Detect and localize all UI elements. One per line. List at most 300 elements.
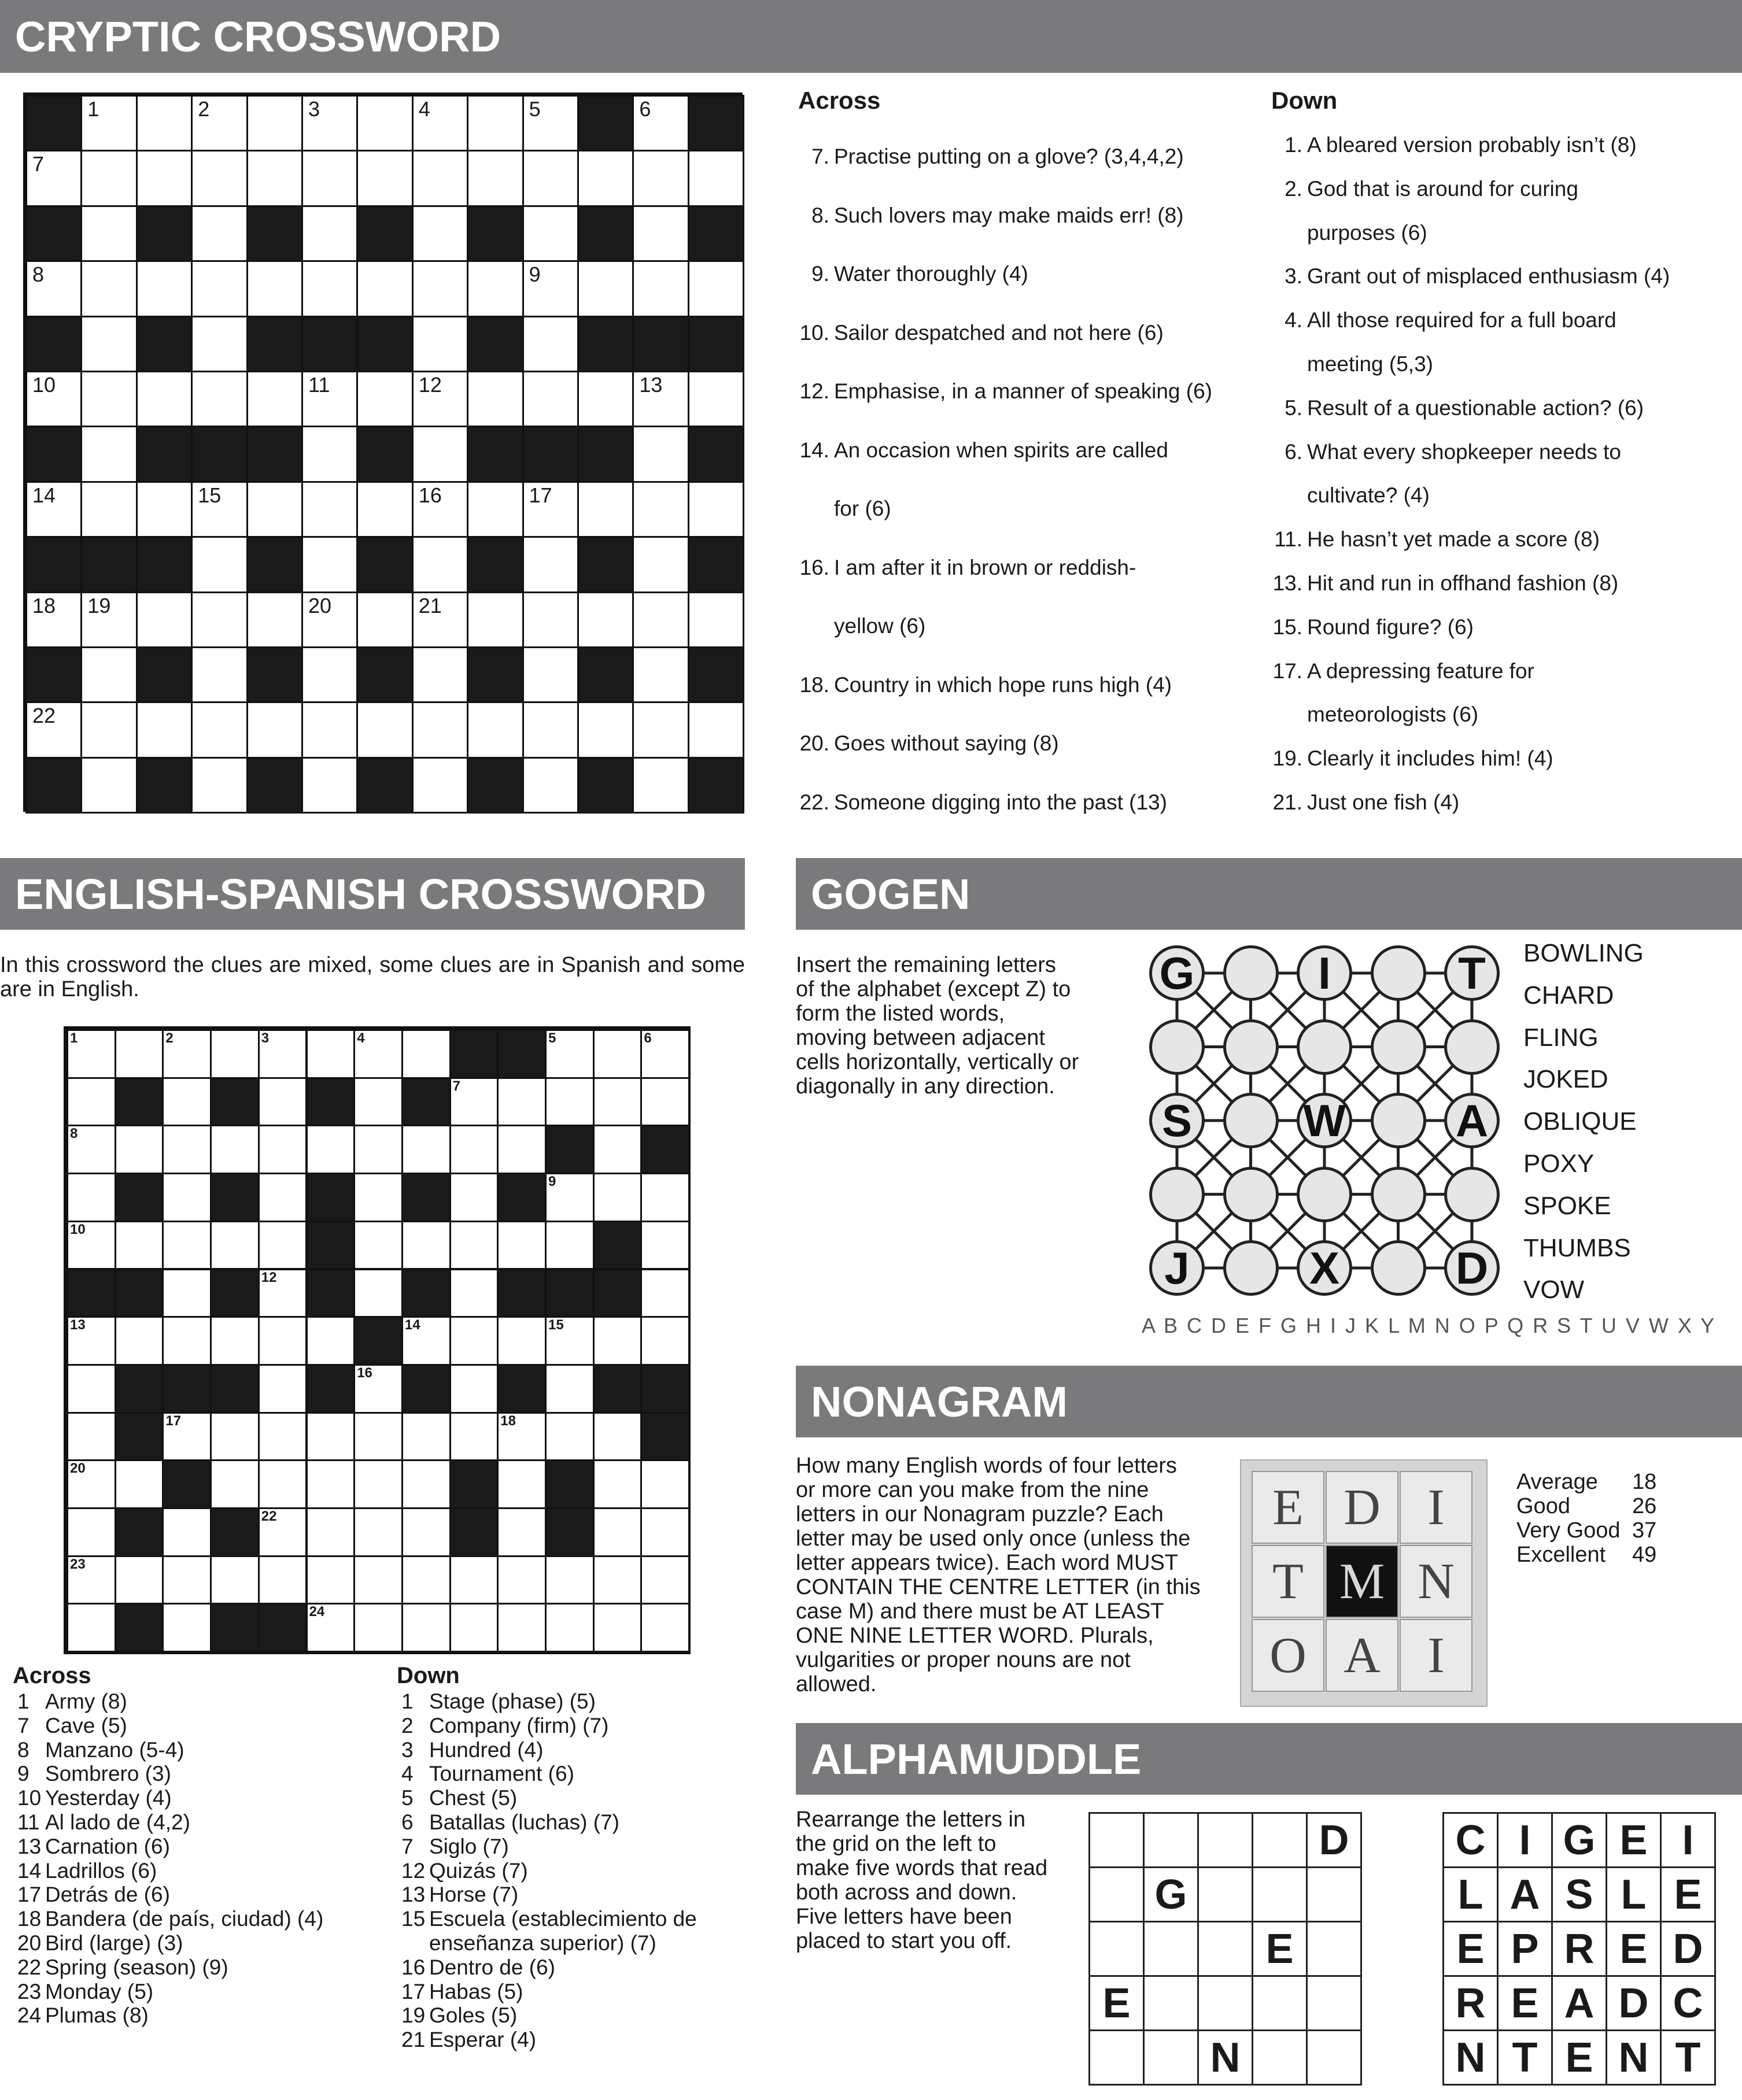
crossword-cell[interactable] (301, 150, 358, 206)
crossword-cell[interactable] (401, 1459, 451, 1509)
black-square (356, 426, 413, 482)
crossword-cell[interactable] (688, 701, 744, 758)
crossword-cell[interactable] (80, 701, 137, 758)
crossword-cell[interactable] (640, 1269, 690, 1318)
crossword-cell[interactable] (467, 371, 523, 427)
crossword-cell[interactable] (449, 1173, 499, 1222)
black-square (593, 1364, 643, 1414)
alphamuddle-entry-cell[interactable] (1143, 1975, 1199, 2031)
crossword-cell[interactable] (80, 757, 137, 814)
crossword-cell[interactable] (191, 150, 248, 206)
crossword-cell[interactable] (301, 481, 358, 538)
crossword-cell[interactable] (191, 260, 248, 317)
alphamuddle-entry-cell[interactable]: G (1143, 1866, 1199, 1922)
crossword-cell[interactable] (136, 371, 193, 427)
alphamuddle-entry-cell[interactable] (1088, 1921, 1145, 1977)
crossword-cell[interactable] (162, 1077, 212, 1127)
crossword-cell[interactable] (632, 757, 689, 814)
crossword-cell[interactable] (401, 1125, 451, 1174)
crossword-cell[interactable] (136, 701, 193, 758)
alphamuddle-entry-cell[interactable] (1252, 1866, 1308, 1922)
crossword-cell[interactable] (497, 1507, 547, 1557)
alphamuddle-entry-cell[interactable]: E (1252, 1921, 1308, 1977)
crossword-cell[interactable] (356, 260, 413, 317)
crossword-cell[interactable] (80, 371, 137, 427)
black-square (162, 1364, 212, 1414)
crossword-cell[interactable] (593, 1555, 643, 1605)
crossword-cell[interactable] (412, 205, 468, 262)
gogen-cell[interactable] (1223, 945, 1279, 1001)
crossword-cell[interactable] (306, 1555, 356, 1605)
gogen-cell[interactable]: G (1149, 945, 1205, 1001)
alphamuddle-entry-cell[interactable] (1143, 2029, 1199, 2086)
gogen-cell[interactable]: A (1444, 1093, 1500, 1148)
clue-number: 6. (1285, 439, 1302, 464)
crossword-cell[interactable] (301, 757, 358, 814)
crossword-cell[interactable] (67, 1412, 116, 1462)
alphamuddle-entry-cell[interactable] (1306, 2029, 1362, 2086)
cryptic-down-list (1271, 133, 1670, 834)
alphamuddle-entry-cell[interactable]: N (1197, 2029, 1253, 2086)
gogen-cell[interactable] (1149, 1019, 1205, 1075)
crossword-cell[interactable] (412, 260, 468, 317)
crossword-cell[interactable] (67, 1077, 116, 1127)
black-square (449, 1029, 499, 1079)
crossword-cell[interactable] (80, 205, 137, 262)
clue-number: 15 (548, 1317, 564, 1333)
crossword-cell[interactable] (210, 1221, 260, 1270)
crossword-cell[interactable] (191, 205, 248, 262)
crossword-cell[interactable] (632, 701, 689, 758)
black-square (467, 757, 523, 814)
crossword-cell[interactable] (497, 1316, 547, 1366)
crossword-cell[interactable] (449, 1316, 499, 1366)
crossword-cell[interactable] (632, 260, 689, 317)
clue-text: Sombrero (3) (45, 1762, 171, 1786)
crossword-cell[interactable] (246, 371, 303, 427)
crossword-cell[interactable] (191, 371, 248, 427)
gogen-cell[interactable] (1223, 1240, 1279, 1296)
crossword-cell[interactable] (258, 1316, 308, 1366)
crossword-cell[interactable] (301, 260, 358, 317)
crossword-cell[interactable] (301, 536, 358, 593)
crossword-cell[interactable] (191, 536, 248, 593)
crossword-cell[interactable] (577, 481, 634, 538)
clue-text: God that is around for curing (1307, 176, 1578, 201)
alphamuddle-letter-cell: P (1497, 1921, 1553, 1977)
alphamuddle-entry-cell[interactable] (1306, 1866, 1362, 1922)
crossword-cell[interactable] (210, 1459, 260, 1509)
crossword-cell[interactable] (162, 1316, 212, 1366)
crossword-cell[interactable] (449, 1555, 499, 1605)
crossword-cell[interactable] (522, 205, 579, 262)
crossword-cell[interactable] (640, 1507, 690, 1557)
crossword-cell[interactable] (401, 1603, 451, 1652)
crossword-cell[interactable] (356, 371, 413, 427)
crossword-cell[interactable] (640, 1459, 690, 1509)
crossword-cell[interactable] (522, 150, 579, 206)
black-square (115, 1412, 164, 1462)
crossword-cell[interactable] (497, 1555, 547, 1605)
crossword-cell[interactable] (306, 1507, 356, 1557)
crossword-cell[interactable] (115, 1459, 164, 1509)
crossword-cell[interactable] (449, 1221, 499, 1270)
clue-number: 5 (548, 1030, 556, 1046)
crossword-cell[interactable] (577, 260, 634, 317)
crossword-cell[interactable] (80, 426, 137, 482)
crossword-cell[interactable] (593, 1029, 643, 1079)
crossword-cell[interactable] (593, 1459, 643, 1509)
crossword-cell[interactable] (353, 1603, 403, 1652)
crossword-cell[interactable] (191, 591, 248, 648)
crossword-cell[interactable] (353, 1555, 403, 1605)
alphamuddle-entry-cell[interactable] (1088, 1812, 1145, 1868)
alphamuddle-entry-cell[interactable] (1252, 1975, 1308, 2031)
crossword-cell[interactable] (258, 1555, 308, 1605)
black-square (577, 426, 634, 482)
clue (1271, 308, 1670, 352)
crossword-cell[interactable] (632, 205, 689, 262)
crossword-cell[interactable] (467, 591, 523, 648)
crossword-cell[interactable] (449, 1269, 499, 1318)
crossword-cell[interactable] (640, 1603, 690, 1652)
crossword-cell[interactable] (67, 1603, 116, 1652)
crossword-cell[interactable] (115, 1555, 164, 1605)
crossword-cell[interactable] (258, 1221, 308, 1270)
crossword-cell[interactable] (522, 371, 579, 427)
crossword-cell[interactable] (353, 1125, 403, 1174)
gogen-cell[interactable] (1371, 1240, 1426, 1296)
crossword-cell[interactable] (258, 1173, 308, 1222)
crossword-cell[interactable] (191, 316, 248, 372)
crossword-cell[interactable] (593, 1125, 643, 1174)
clue-number: 21 (418, 593, 442, 618)
crossword-cell[interactable] (688, 150, 744, 206)
crossword-cell[interactable] (497, 1221, 547, 1270)
crossword-cell[interactable] (412, 757, 468, 814)
crossword-cell[interactable] (593, 1603, 643, 1652)
gogen-cell[interactable] (1371, 1167, 1426, 1222)
crossword-cell[interactable] (353, 1269, 403, 1318)
crossword-cell[interactable] (258, 1364, 308, 1414)
crossword-cell[interactable] (80, 481, 137, 538)
crossword-cell[interactable] (80, 646, 137, 703)
crossword-cell[interactable] (497, 1603, 547, 1652)
crossword-cell[interactable] (115, 1125, 164, 1174)
crossword-cell[interactable] (545, 1555, 595, 1605)
black-square (545, 1269, 595, 1318)
crossword-cell[interactable] (401, 1221, 451, 1270)
crossword-cell[interactable] (467, 95, 523, 151)
gogen-instructions: Insert the remaining letters of the alphabet (except Z) to form the listed words, moving between adjacent cells horizontally, vertically or diagonally in any direction. (796, 953, 1079, 1099)
crossword-cell[interactable] (353, 1077, 403, 1127)
crossword-cell[interactable] (356, 150, 413, 206)
clue-continuation (1271, 221, 1670, 265)
crossword-cell[interactable] (577, 371, 634, 427)
crossword-cell[interactable] (136, 95, 193, 151)
alphamuddle-entry-cell[interactable] (1197, 1866, 1253, 1922)
crossword-cell[interactable] (467, 481, 523, 538)
clue-number: 16 (401, 1955, 426, 1979)
crossword-cell[interactable] (353, 1459, 403, 1509)
gogen-cell[interactable] (1297, 1167, 1352, 1222)
crossword-cell[interactable] (353, 1173, 403, 1222)
crossword-cell[interactable] (356, 95, 413, 151)
crossword-cell[interactable] (412, 536, 468, 593)
black-square (467, 536, 523, 593)
crossword-cell[interactable] (412, 316, 468, 372)
crossword-cell[interactable] (67, 1507, 116, 1557)
crossword-cell[interactable] (401, 1029, 451, 1079)
crossword-cell[interactable] (258, 1459, 308, 1509)
crossword-cell[interactable] (301, 646, 358, 703)
crossword-cell[interactable] (115, 1221, 164, 1270)
crossword-cell[interactable] (401, 1507, 451, 1557)
alphamuddle-entry-cell[interactable] (1088, 2029, 1145, 2086)
black-square (545, 1507, 595, 1557)
crossword-cell[interactable] (593, 1173, 643, 1222)
crossword-cell[interactable] (497, 1459, 547, 1509)
crossword-cell[interactable] (115, 1316, 164, 1366)
clue-number: 11 (309, 1221, 324, 1237)
crossword-cell[interactable] (412, 150, 468, 206)
crossword-cell[interactable] (577, 150, 634, 206)
crossword-cell[interactable] (632, 150, 689, 206)
crossword-cell[interactable] (688, 371, 744, 427)
crossword-cell[interactable] (545, 1412, 595, 1462)
crossword-cell[interactable] (162, 1555, 212, 1605)
clue-number: 13 (401, 1883, 426, 1907)
crossword-cell[interactable] (162, 1269, 212, 1318)
clue-number: 2 (165, 1030, 174, 1046)
crossword-cell[interactable] (412, 426, 468, 482)
alphamuddle-entry-cell[interactable]: D (1306, 1812, 1362, 1868)
gogen-cell[interactable] (1223, 1019, 1279, 1075)
crossword-cell[interactable] (467, 150, 523, 206)
alphamuddle-letter-cell: C (1442, 1812, 1499, 1868)
gogen-cell[interactable]: X (1297, 1240, 1352, 1296)
gogen-cell[interactable] (1444, 1167, 1500, 1222)
crossword-cell[interactable] (545, 1077, 595, 1127)
crossword-cell[interactable] (246, 591, 303, 648)
alphamuddle-entry-cell[interactable] (1306, 1975, 1362, 2031)
crossword-cell[interactable] (640, 1221, 690, 1270)
crossword-cell[interactable] (162, 1173, 212, 1222)
black-square (356, 205, 413, 262)
crossword-cell[interactable] (191, 701, 248, 758)
crossword-cell[interactable] (467, 260, 523, 317)
crossword-cell[interactable] (593, 1507, 643, 1557)
black-square (688, 536, 744, 593)
crossword-cell[interactable] (80, 150, 137, 206)
crossword-cell[interactable] (356, 591, 413, 648)
crossword-cell[interactable] (353, 1221, 403, 1270)
gogen-cell[interactable] (1149, 1167, 1205, 1222)
gogen-cell[interactable] (1371, 1019, 1426, 1075)
black-square (115, 1269, 164, 1318)
crossword-cell[interactable] (353, 1507, 403, 1557)
crossword-cell[interactable] (522, 701, 579, 758)
crossword-cell[interactable] (449, 1125, 499, 1174)
alphamuddle-entry-cell[interactable] (1143, 1812, 1199, 1868)
crossword-cell[interactable] (191, 646, 248, 703)
crossword-cell[interactable] (301, 205, 358, 262)
crossword-cell[interactable] (306, 1316, 356, 1366)
crossword-cell[interactable] (449, 1603, 499, 1652)
crossword-cell[interactable] (640, 1555, 690, 1605)
clue-number: 13 (17, 1834, 42, 1858)
crossword-cell[interactable] (688, 481, 744, 538)
crossword-cell[interactable] (353, 1412, 403, 1462)
crossword-cell[interactable] (632, 536, 689, 593)
gogen-cell[interactable]: S (1149, 1093, 1205, 1148)
black-square (401, 1269, 451, 1318)
crossword-cell[interactable] (191, 757, 248, 814)
alphamuddle-entry-cell[interactable] (1088, 1866, 1145, 1922)
crossword-cell[interactable] (449, 1364, 499, 1414)
clue-number: 16 (357, 1365, 372, 1381)
gogen-cell[interactable] (1371, 1093, 1426, 1148)
crossword-cell[interactable] (80, 260, 137, 317)
black-square (577, 316, 634, 372)
crossword-cell[interactable] (593, 1316, 643, 1366)
crossword-cell[interactable] (162, 1125, 212, 1174)
alphamuddle-entry-cell[interactable] (1252, 1812, 1308, 1868)
alphamuddle-entry-cell[interactable] (1197, 1812, 1253, 1868)
gogen-cell[interactable]: D (1444, 1240, 1500, 1296)
crossword-cell[interactable] (688, 591, 744, 648)
crossword-cell[interactable] (258, 1125, 308, 1174)
crossword-cell[interactable] (246, 701, 303, 758)
crossword-cell[interactable] (162, 1221, 212, 1270)
crossword-cell[interactable] (593, 1077, 643, 1127)
crossword-cell[interactable] (306, 1029, 356, 1079)
clue-number: 1 (87, 97, 99, 121)
clue-number: 18 (17, 1907, 42, 1931)
alphamuddle-entry-cell[interactable] (1197, 1921, 1253, 1977)
crossword-cell[interactable] (162, 1507, 212, 1557)
clue-text: Round figure? (6) (1307, 615, 1474, 639)
crossword-cell[interactable] (67, 1364, 116, 1414)
alphamuddle-entry-cell[interactable] (1252, 2029, 1308, 2086)
crossword-cell[interactable] (136, 591, 193, 648)
clue-number: 17 (529, 483, 552, 507)
crossword-cell[interactable] (632, 426, 689, 482)
nonagram-letter: D (1326, 1471, 1398, 1544)
crossword-cell[interactable] (210, 1555, 260, 1605)
crossword-cell[interactable] (640, 1173, 690, 1222)
crossword-cell[interactable] (356, 481, 413, 538)
crossword-cell[interactable] (522, 316, 579, 372)
crossword-cell[interactable] (632, 591, 689, 648)
crossword-cell[interactable] (545, 1603, 595, 1652)
crossword-cell[interactable] (210, 1412, 260, 1462)
crossword-cell[interactable] (688, 260, 744, 317)
clue-text: Bird (large) (3) (45, 1931, 183, 1955)
crossword-cell[interactable] (210, 1029, 260, 1079)
crossword-cell[interactable] (545, 1221, 595, 1270)
clue-number: 10 (32, 373, 56, 397)
gogen-cell[interactable]: J (1149, 1240, 1205, 1296)
clue-number: 8 (70, 1126, 78, 1142)
crossword-cell[interactable] (301, 426, 358, 482)
crossword-cell[interactable] (640, 1077, 690, 1127)
crossword-cell[interactable] (577, 591, 634, 648)
gogen-cell[interactable]: W (1297, 1093, 1352, 1148)
crossword-cell[interactable] (258, 1077, 308, 1127)
crossword-cell[interactable] (522, 757, 579, 814)
crossword-cell[interactable] (210, 1125, 260, 1174)
crossword-cell[interactable] (522, 536, 579, 593)
crossword-cell[interactable] (522, 646, 579, 703)
gogen-cell[interactable]: T (1444, 945, 1500, 1001)
crossword-cell[interactable] (162, 1603, 212, 1652)
crossword-cell[interactable] (545, 1364, 595, 1414)
crossword-cell[interactable] (497, 1125, 547, 1174)
gogen-cell[interactable] (1223, 1167, 1279, 1222)
crossword-cell[interactable] (210, 1316, 260, 1366)
crossword-cell[interactable] (306, 1459, 356, 1509)
crossword-cell[interactable] (246, 95, 303, 151)
crossword-cell[interactable] (412, 701, 468, 758)
crossword-cell[interactable] (136, 481, 193, 538)
crossword-cell[interactable] (356, 701, 413, 758)
black-square (467, 426, 523, 482)
clue-text: Army (8) (45, 1689, 127, 1713)
alphamuddle-letter-cell: E (1660, 1866, 1716, 1922)
crossword-cell[interactable] (467, 701, 523, 758)
crossword-cell[interactable] (246, 481, 303, 538)
crossword-cell[interactable] (115, 1029, 164, 1079)
crossword-cell[interactable] (80, 316, 137, 372)
gogen-cell[interactable] (1297, 1019, 1352, 1075)
crossword-cell[interactable] (306, 1125, 356, 1174)
crossword-cell[interactable] (246, 260, 303, 317)
crossword-cell[interactable] (246, 150, 303, 206)
gogen-cell[interactable] (1444, 1019, 1500, 1075)
crossword-cell[interactable] (522, 591, 579, 648)
crossword-cell[interactable] (258, 1412, 308, 1462)
crossword-cell[interactable] (301, 701, 358, 758)
crossword-cell[interactable] (412, 646, 468, 703)
black-square (577, 205, 634, 262)
alphamuddle-entry-cell[interactable] (1306, 1921, 1362, 1977)
alphamuddle-entry-cell[interactable] (1197, 1975, 1253, 2031)
crossword-cell[interactable] (67, 1173, 116, 1222)
crossword-cell[interactable] (632, 481, 689, 538)
black-square (467, 646, 523, 703)
gogen-cell[interactable] (1371, 945, 1426, 1001)
alphamuddle-entry-cell[interactable] (1143, 1921, 1199, 1977)
gogen-cell[interactable]: I (1297, 945, 1352, 1001)
crossword-cell[interactable] (632, 646, 689, 703)
crossword-cell[interactable] (577, 701, 634, 758)
gogen-cell[interactable] (1223, 1093, 1279, 1148)
clue-text: Just one fish (4) (1307, 790, 1460, 814)
crossword-cell[interactable] (593, 1412, 643, 1462)
crossword-cell[interactable] (497, 1077, 547, 1127)
crossword-cell[interactable] (306, 1412, 356, 1462)
crossword-cell[interactable] (136, 150, 193, 206)
crossword-cell[interactable] (401, 1555, 451, 1605)
crossword-cell[interactable] (136, 260, 193, 317)
spanish-down-heading: Down (397, 1663, 460, 1688)
crossword-cell[interactable] (640, 1316, 690, 1366)
score-value: 18 (1632, 1470, 1657, 1494)
alphamuddle-entry-cell[interactable]: E (1088, 1975, 1145, 2031)
crossword-cell[interactable] (449, 1412, 499, 1462)
crossword-cell[interactable] (401, 1412, 451, 1462)
